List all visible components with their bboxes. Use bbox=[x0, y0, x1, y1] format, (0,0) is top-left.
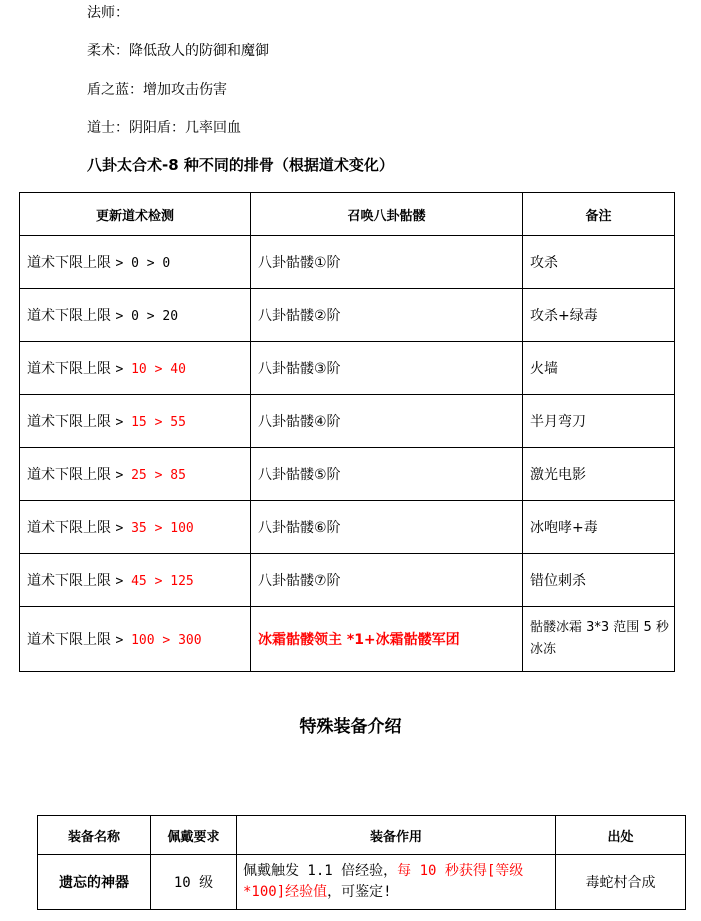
range-cell bbox=[20, 236, 251, 289]
range-value: 25 > 85 bbox=[131, 468, 186, 483]
range-gt: > bbox=[115, 521, 132, 536]
bagua-table bbox=[19, 192, 675, 672]
table-row bbox=[20, 448, 675, 501]
header-effect: 装备作用 bbox=[237, 816, 556, 855]
note-cell: 错位刺杀 bbox=[523, 554, 675, 607]
equipment-header-row bbox=[38, 816, 686, 855]
summon-cell: 八卦骷髅④阶 bbox=[251, 395, 523, 448]
range-gt: > bbox=[115, 633, 132, 648]
equip-req: 10 级 bbox=[151, 855, 237, 910]
range-prefix: 道术下限上限 bbox=[27, 255, 116, 271]
effect-text-a: 佩戴触发 1.1 倍经验， bbox=[243, 863, 398, 879]
table-row bbox=[20, 342, 675, 395]
summon-cell: 冰霜骷髅领主 *1+冰霜骷髅军团 bbox=[251, 607, 523, 672]
range-gt: > bbox=[115, 574, 132, 589]
note-cell: 冰咆哮+毒 bbox=[523, 501, 675, 554]
note-cell: 激光电影 bbox=[523, 448, 675, 501]
effect-text-b: ，可鉴定! bbox=[327, 884, 392, 900]
table-row bbox=[20, 236, 675, 289]
range-value: > 0 > 20 bbox=[115, 309, 179, 324]
intro-rou: 柔术：降低敌人的防御和魔御 bbox=[87, 43, 269, 59]
header-summon: 召唤八卦骷髅 bbox=[251, 193, 523, 236]
table-row bbox=[20, 501, 675, 554]
summon-cell: 八卦骷髅⑤阶 bbox=[251, 448, 523, 501]
range-prefix: 道术下限上限 bbox=[27, 632, 116, 648]
range-prefix: 道术下限上限 bbox=[27, 414, 116, 430]
summon-cell: 八卦骷髅③阶 bbox=[251, 342, 523, 395]
bagua-header-row bbox=[20, 193, 675, 236]
summon-cell: 八卦骷髅②阶 bbox=[251, 289, 523, 342]
range-prefix: 道术下限上限 bbox=[27, 467, 116, 483]
summon-cell: 八卦骷髅⑥阶 bbox=[251, 501, 523, 554]
table-row bbox=[38, 855, 686, 910]
range-prefix: 道术下限上限 bbox=[27, 573, 116, 589]
range-cell bbox=[20, 342, 251, 395]
header-source: 出处 bbox=[556, 816, 686, 855]
range-gt: > bbox=[115, 362, 132, 377]
range-value: 15 > 55 bbox=[131, 415, 186, 430]
range-value: 10 > 40 bbox=[131, 362, 186, 377]
header-check: 更新道术检测 bbox=[20, 193, 251, 236]
range-value: 100 > 300 bbox=[131, 633, 202, 648]
intro-mage: 法师： bbox=[87, 5, 129, 21]
note-cell: 火墙 bbox=[523, 342, 675, 395]
intro-daoshi: 道士：阴阳盾：几率回血 bbox=[87, 120, 241, 136]
range-cell bbox=[20, 395, 251, 448]
range-value: > 0 > 0 bbox=[115, 256, 171, 271]
table-row bbox=[20, 607, 675, 672]
equip-name: 遗忘的神器 bbox=[38, 855, 151, 910]
range-prefix: 道术下限上限 bbox=[27, 361, 116, 377]
bagua-heading: 八卦太合术-8 种不同的排骨（根据道术变化） bbox=[87, 156, 394, 174]
summon-cell: 八卦骷髅①阶 bbox=[251, 236, 523, 289]
range-cell bbox=[20, 501, 251, 554]
equip-source: 毒蛇村合成 bbox=[556, 855, 686, 910]
equipment-table bbox=[37, 815, 686, 910]
range-value: 45 > 125 bbox=[131, 574, 194, 589]
range-cell bbox=[20, 554, 251, 607]
note-cell: 半月弯刀 bbox=[523, 395, 675, 448]
header-req: 佩戴要求 bbox=[151, 816, 237, 855]
header-name: 装备名称 bbox=[38, 816, 151, 855]
table-row bbox=[20, 395, 675, 448]
equip-effect bbox=[237, 855, 556, 910]
range-value: 35 > 100 bbox=[131, 521, 194, 536]
summon-cell: 八卦骷髅⑦阶 bbox=[251, 554, 523, 607]
note-cell: 骷髅冰霜 3*3 范围 5 秒冰冻 bbox=[523, 607, 675, 672]
effect-text-red: 每 10 秒获得[等级*100]经验值 bbox=[243, 863, 524, 900]
header-note: 备注 bbox=[523, 193, 675, 236]
table-row bbox=[20, 554, 675, 607]
range-cell bbox=[20, 448, 251, 501]
note-cell: 攻杀+绿毒 bbox=[523, 289, 675, 342]
range-prefix: 道术下限上限 bbox=[27, 520, 116, 536]
range-gt: > bbox=[115, 468, 132, 483]
range-gt: > bbox=[115, 415, 132, 430]
table-row bbox=[20, 289, 675, 342]
range-cell bbox=[20, 289, 251, 342]
range-prefix: 道术下限上限 bbox=[27, 308, 116, 324]
equipment-title: 特殊装备介绍 bbox=[299, 717, 402, 737]
note-cell: 攻杀 bbox=[523, 236, 675, 289]
intro-dun: 盾之蓝：增加攻击伤害 bbox=[87, 82, 227, 98]
range-cell bbox=[20, 607, 251, 672]
